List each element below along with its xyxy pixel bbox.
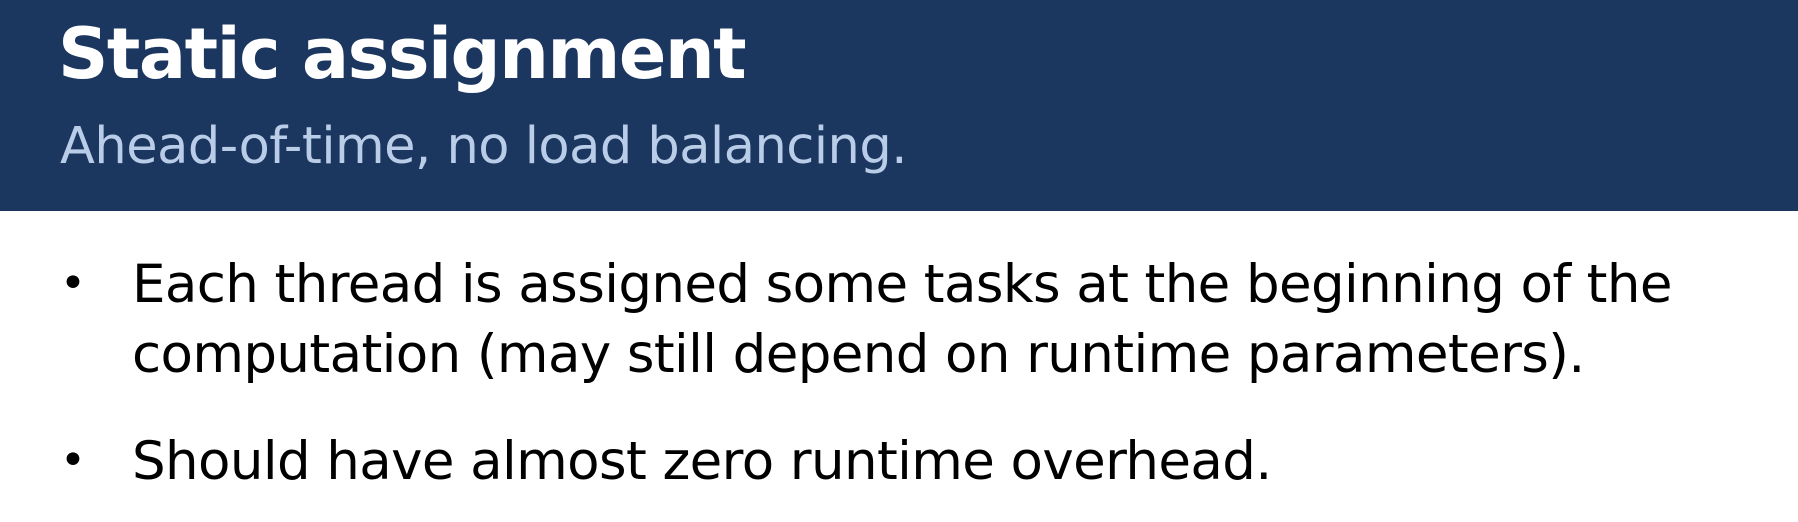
bullet-line: computation (may still depend on runtime parameters). <box>132 324 1585 385</box>
bullet-icon: • <box>60 258 86 309</box>
bullet-line: Each thread is assigned some tasks at the beginning of the <box>132 254 1672 315</box>
bullet-text <box>132 250 1672 390</box>
bullet-icon: • <box>60 435 86 486</box>
slide-header <box>0 0 1798 211</box>
bullet-line: Should have almost zero runtime overhead. <box>132 431 1272 492</box>
slide-subtitle: Ahead-of-time, no load balancing. <box>60 117 907 176</box>
slide-title: Static assignment <box>58 13 746 95</box>
bullet-text <box>132 427 1272 497</box>
